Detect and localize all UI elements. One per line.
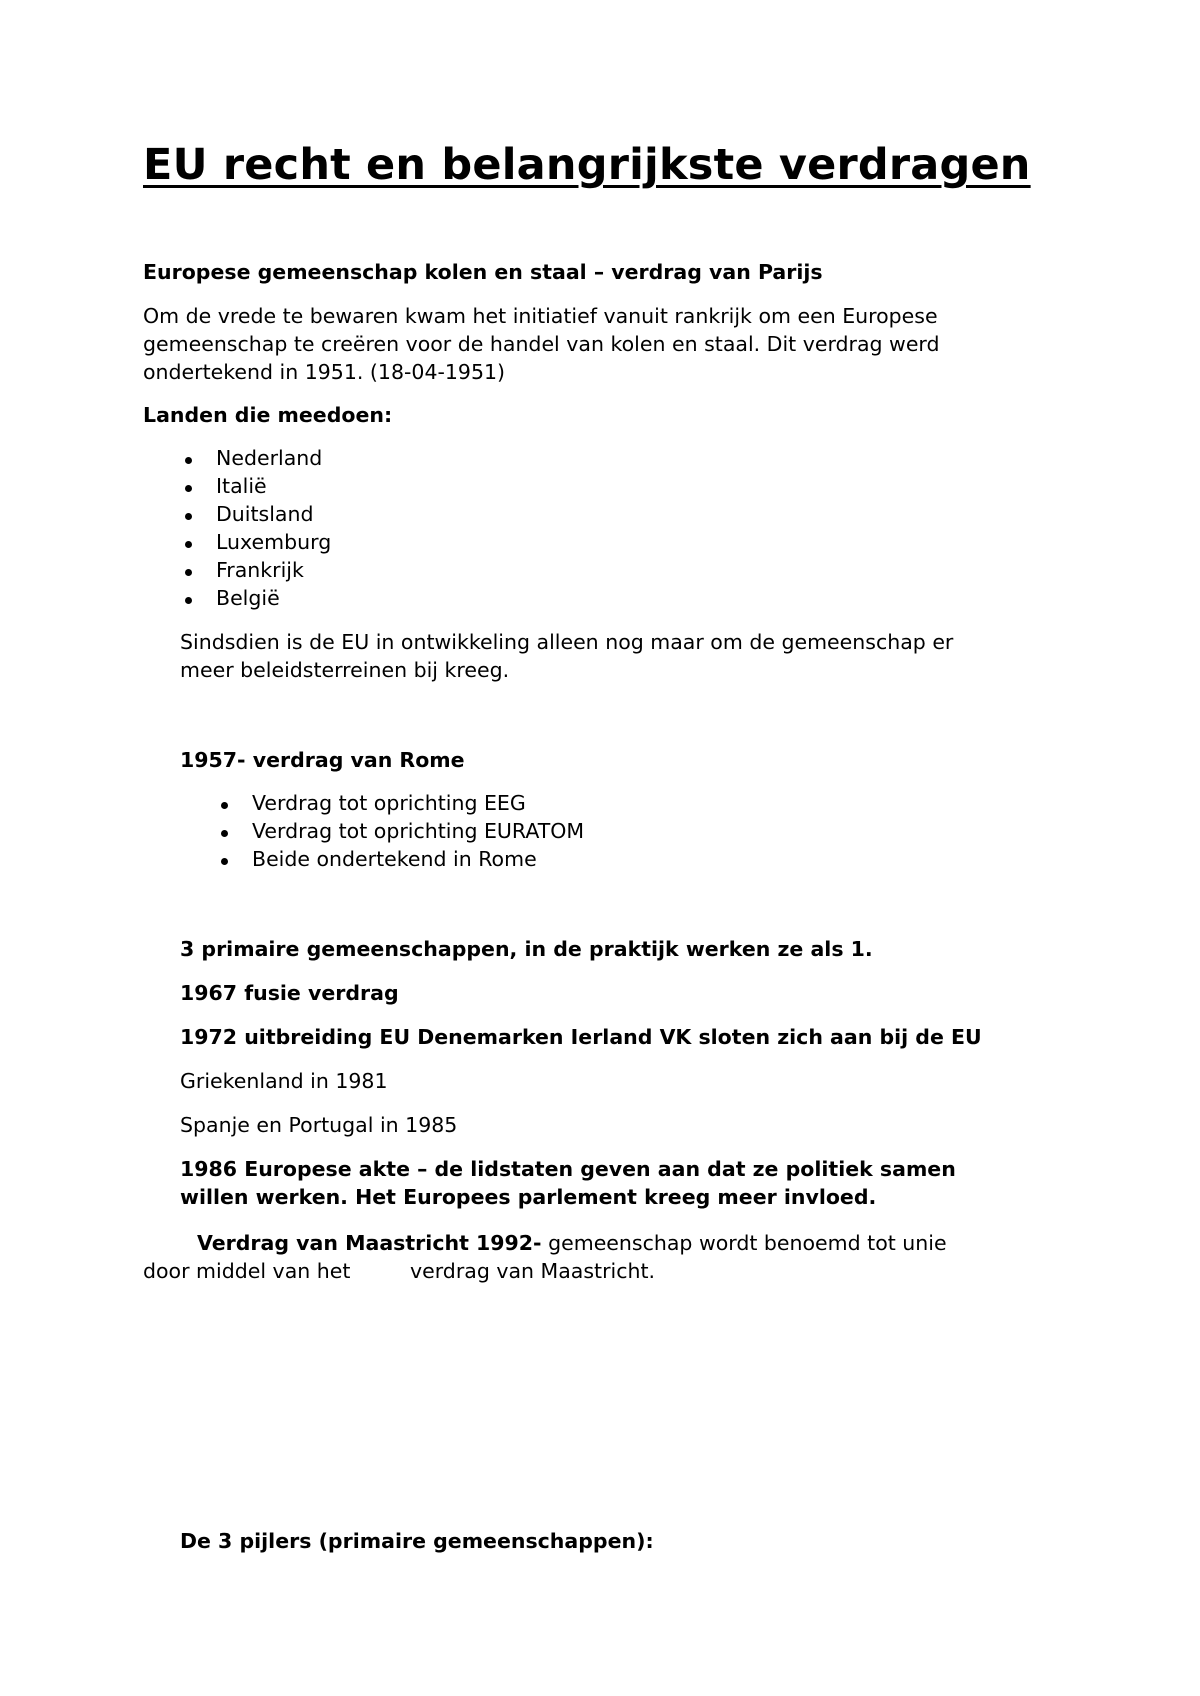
bullet-icon bbox=[185, 513, 192, 520]
maastricht-line-2b: verdrag van Maastricht. bbox=[410, 1259, 656, 1283]
maastricht-rest: gemeenschap wordt benoemd tot unie bbox=[541, 1231, 947, 1255]
list-item: Verdrag tot oprichting EURATOM bbox=[252, 819, 585, 843]
paragraph-line: meer beleidsterreinen bij kreeg. bbox=[180, 658, 510, 682]
list-item: Beide ondertekend in Rome bbox=[252, 847, 537, 871]
list-item: Verdrag tot oprichting EEG bbox=[252, 791, 526, 815]
bullet-icon bbox=[221, 802, 228, 809]
list-item: Italië bbox=[216, 474, 267, 498]
list-item: België bbox=[216, 586, 280, 610]
fusion-treaty-line: 1967 fusie verdrag bbox=[180, 981, 399, 1005]
maastricht-bold: Verdrag van Maastricht 1992- bbox=[197, 1231, 542, 1255]
heading-pillars: De 3 pijlers (primaire gemeenschappen): bbox=[180, 1529, 654, 1553]
expansion-line: 1972 uitbreiding EU Denemarken Ierland VK sloten zich aan bij de EU bbox=[180, 1025, 982, 1049]
akte-line: 1986 Europese akte – de lidstaten geven aan dat ze politiek samen bbox=[180, 1157, 956, 1181]
primary-communities-line: 3 primaire gemeenschappen, in de praktijk werken ze als 1. bbox=[180, 937, 873, 961]
list-item: Frankrijk bbox=[216, 558, 304, 582]
akte-line: willen werken. Het Europees parlement kreeg meer invloed. bbox=[180, 1185, 877, 1209]
bullet-icon bbox=[185, 457, 192, 464]
paragraph-line: Om de vrede te bewaren kwam het initiatief vanuit rankrijk om een Europese bbox=[143, 304, 938, 328]
bullet-icon bbox=[185, 541, 192, 548]
spain-portugal-line: Spanje en Portugal in 1985 bbox=[180, 1113, 458, 1137]
countries-heading: Landen die meedoen: bbox=[143, 403, 393, 427]
heading-rome: 1957- verdrag van Rome bbox=[180, 748, 465, 772]
maastricht-line bbox=[197, 1229, 947, 1257]
bullet-icon bbox=[221, 858, 228, 865]
list-item: Luxemburg bbox=[216, 530, 332, 554]
paragraph-line: ondertekend in 1951. (18-04-1951) bbox=[143, 360, 506, 384]
paragraph-line: Sindsdien is de EU in ontwikkeling alleen nog maar om de gemeenschap er bbox=[180, 630, 954, 654]
bullet-icon bbox=[185, 569, 192, 576]
greece-line: Griekenland in 1981 bbox=[180, 1069, 388, 1093]
paragraph-line: gemeenschap te creëren voor de handel van kolen en staal. Dit verdrag werd bbox=[143, 332, 940, 356]
document-title: EU recht en belangrijkste verdragen bbox=[143, 140, 1031, 190]
bullet-icon bbox=[221, 830, 228, 837]
list-item: Nederland bbox=[216, 446, 323, 470]
heading-ekgs: Europese gemeenschap kolen en staal – verdrag van Parijs bbox=[143, 260, 823, 284]
list-item: Duitsland bbox=[216, 502, 314, 526]
bullet-icon bbox=[185, 597, 192, 604]
bullet-icon bbox=[185, 485, 192, 492]
maastricht-line-2a: door middel van het bbox=[143, 1259, 351, 1283]
